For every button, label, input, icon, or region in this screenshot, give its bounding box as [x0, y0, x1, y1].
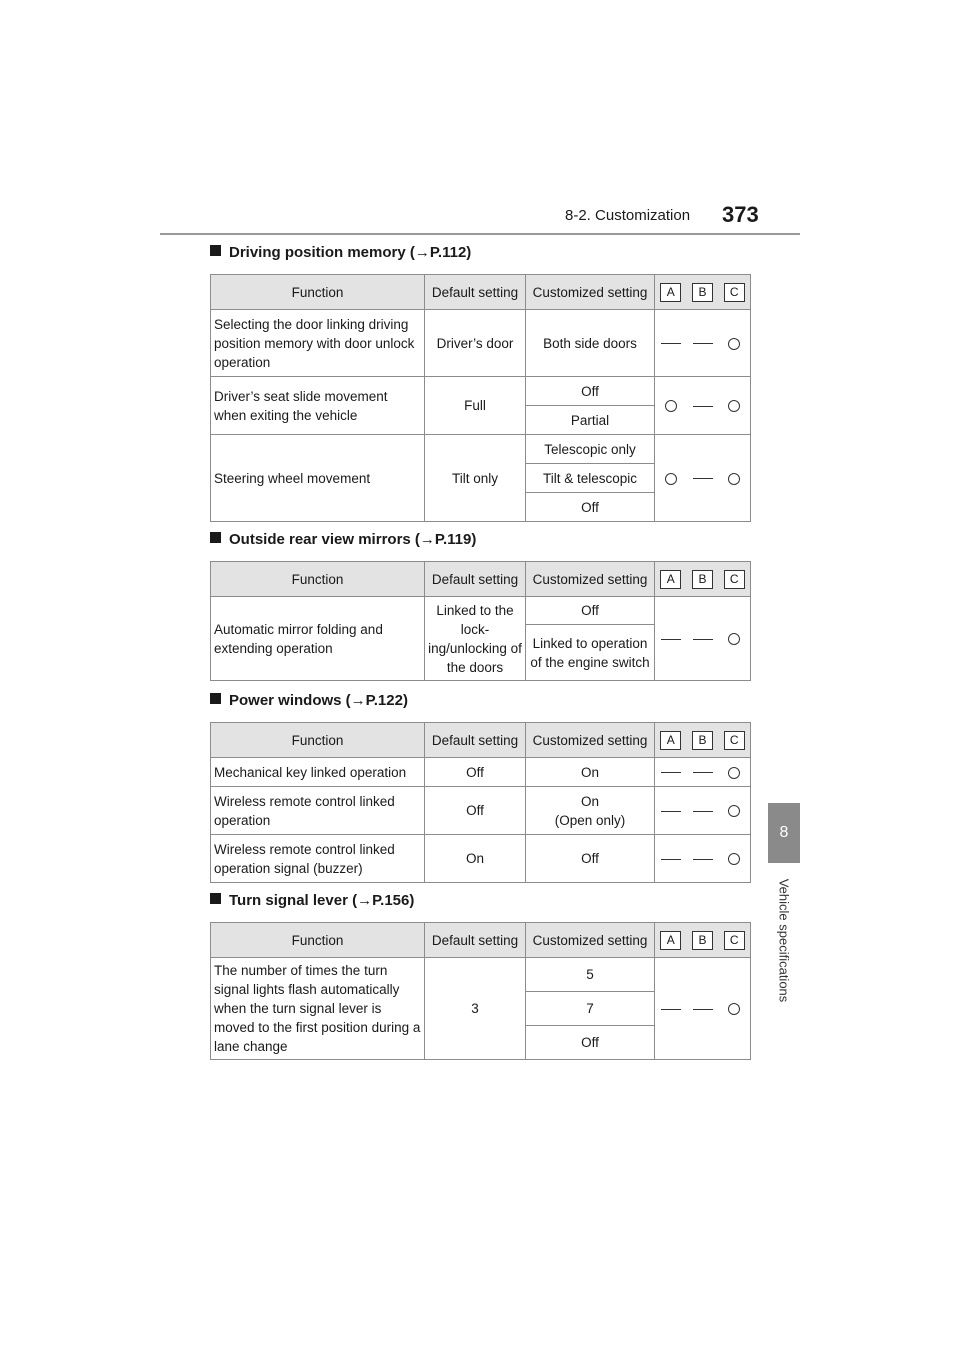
section-heading-text: Driving position memory (→P.112) — [229, 244, 472, 261]
column-header-b: B — [687, 562, 719, 597]
header-divider — [160, 233, 800, 235]
default-cell: Driver’s door — [425, 310, 526, 377]
section-heading-power-windows — [210, 692, 408, 709]
available-circle-icon — [728, 633, 740, 645]
available-circle-icon — [728, 1003, 740, 1015]
function-cell: Wireless remote control linked operation signal (buzzer) — [211, 835, 425, 883]
function-cell: Mechanical key linked operation — [211, 758, 425, 787]
mark-b — [687, 787, 719, 835]
custom-cell: Partial — [526, 406, 655, 435]
table-header-row — [211, 275, 751, 310]
custom-cell: On — [526, 758, 655, 787]
column-header-default: Default setting — [425, 923, 526, 958]
column-header-custom: Customized setting — [526, 275, 655, 310]
column-header-custom: Customized setting — [526, 562, 655, 597]
column-header-a: A — [655, 923, 687, 958]
available-circle-icon — [728, 338, 740, 350]
not-available-dash-icon — [693, 1009, 713, 1010]
available-circle-icon — [728, 400, 740, 412]
function-cell: Selecting the door linking driving position memory with door unlock operation — [211, 310, 425, 377]
table-header-row — [211, 562, 751, 597]
not-available-dash-icon — [661, 639, 681, 640]
default-cell: Off — [425, 758, 526, 787]
mark-b — [687, 435, 719, 522]
section-heading-text: Power windows (→P.122) — [229, 692, 408, 709]
custom-cell: On (Open only) — [526, 787, 655, 835]
table-row — [211, 758, 751, 787]
chapter-label-text: Vehicle specifications — [776, 878, 792, 1002]
available-circle-icon — [728, 767, 740, 779]
section-heading-text: Turn signal lever (→P.156) — [229, 892, 415, 909]
table-row — [211, 835, 751, 883]
function-cell: Automatic mirror folding and extending operation — [211, 597, 425, 681]
table-header-row — [211, 723, 751, 758]
column-header-b: B — [687, 275, 719, 310]
mark-b — [687, 377, 719, 435]
column-header-custom: Customized setting — [526, 923, 655, 958]
table-header-row — [211, 923, 751, 958]
table-row — [211, 787, 751, 835]
mark-a — [655, 597, 687, 681]
not-available-dash-icon — [693, 811, 713, 812]
table-row — [211, 435, 751, 464]
column-header-a: A — [655, 723, 687, 758]
custom-cell: 7 — [526, 992, 655, 1026]
table-row — [211, 958, 751, 992]
chapter-label — [765, 870, 803, 1010]
function-cell: The number of times the turn signal lights flash automatically when the turn signal lever is moved to the first position during a lane change — [211, 958, 425, 1060]
section-heading-mirrors — [210, 531, 476, 548]
custom-cell: Off — [526, 597, 655, 625]
column-header-default: Default setting — [425, 275, 526, 310]
column-header-c: C — [719, 562, 751, 597]
column-header-function: Function — [211, 275, 425, 310]
mark-a — [655, 377, 687, 435]
custom-cell: Off — [526, 493, 655, 522]
turn-signal-table — [210, 922, 751, 1060]
page-number: 373 — [722, 202, 759, 227]
custom-cell: Linked to operation of the engine switch — [526, 625, 655, 681]
section-heading-turn-signal — [210, 892, 414, 909]
not-available-dash-icon — [693, 478, 713, 479]
mark-c — [719, 597, 751, 681]
column-header-c: C — [719, 275, 751, 310]
custom-cell: Off — [526, 1026, 655, 1060]
custom-cell: Both side doors — [526, 310, 655, 377]
mark-c — [719, 435, 751, 522]
column-header-custom: Customized setting — [526, 723, 655, 758]
mirrors-table — [210, 561, 751, 681]
default-cell: Tilt only — [425, 435, 526, 522]
mark-c — [719, 787, 751, 835]
not-available-dash-icon — [693, 772, 713, 773]
available-circle-icon — [665, 473, 677, 485]
available-circle-icon — [728, 473, 740, 485]
not-available-dash-icon — [661, 859, 681, 860]
mark-b — [687, 758, 719, 787]
not-available-dash-icon — [661, 343, 681, 344]
column-header-default: Default setting — [425, 562, 526, 597]
section-heading-text: Outside rear view mirrors (→P.119) — [229, 531, 477, 548]
mark-a — [655, 310, 687, 377]
default-cell: Linked to the lock-ing/unlocking of the doors — [425, 597, 526, 681]
not-available-dash-icon — [693, 406, 713, 407]
custom-cell: Off — [526, 377, 655, 406]
column-header-c: C — [719, 723, 751, 758]
power-windows-table — [210, 722, 751, 883]
table-row — [211, 377, 751, 406]
mark-b — [687, 835, 719, 883]
not-available-dash-icon — [693, 639, 713, 640]
column-header-b: B — [687, 923, 719, 958]
column-header-function: Function — [211, 562, 425, 597]
column-header-b: B — [687, 723, 719, 758]
available-circle-icon — [665, 400, 677, 412]
square-bullet-icon — [210, 532, 221, 543]
mark-a — [655, 758, 687, 787]
default-cell: Off — [425, 787, 526, 835]
mark-a — [655, 835, 687, 883]
mark-b — [687, 958, 719, 1060]
not-available-dash-icon — [661, 772, 681, 773]
mark-b — [687, 310, 719, 377]
not-available-dash-icon — [661, 1009, 681, 1010]
mark-c — [719, 310, 751, 377]
function-cell: Driver’s seat slide movement when exiting the vehicle — [211, 377, 425, 435]
column-header-c: C — [719, 923, 751, 958]
custom-cell: Tilt & telescopic — [526, 464, 655, 493]
mark-b — [687, 597, 719, 681]
default-cell: On — [425, 835, 526, 883]
function-cell: Steering wheel movement — [211, 435, 425, 522]
section-title: 8-2. Customization — [565, 207, 691, 224]
square-bullet-icon — [210, 693, 221, 704]
mark-c — [719, 377, 751, 435]
square-bullet-icon — [210, 245, 221, 256]
custom-cell: 5 — [526, 958, 655, 992]
table-row — [211, 597, 751, 625]
table-row — [211, 310, 751, 377]
chapter-tab[interactable]: 8 — [768, 803, 800, 863]
column-header-default: Default setting — [425, 723, 526, 758]
default-cell: Full — [425, 377, 526, 435]
available-circle-icon — [728, 805, 740, 817]
not-available-dash-icon — [693, 343, 713, 344]
mark-c — [719, 958, 751, 1060]
mark-a — [655, 435, 687, 522]
column-header-function: Function — [211, 723, 425, 758]
function-cell: Wireless remote control linked operation — [211, 787, 425, 835]
not-available-dash-icon — [693, 859, 713, 860]
custom-cell: Telescopic only — [526, 435, 655, 464]
mark-a — [655, 787, 687, 835]
not-available-dash-icon — [661, 811, 681, 812]
section-heading-driving-position — [210, 244, 471, 261]
default-cell: 3 — [425, 958, 526, 1060]
mark-a — [655, 958, 687, 1060]
column-header-function: Function — [211, 923, 425, 958]
mark-c — [719, 835, 751, 883]
custom-cell: Off — [526, 835, 655, 883]
available-circle-icon — [728, 853, 740, 865]
column-header-a: A — [655, 562, 687, 597]
column-header-a: A — [655, 275, 687, 310]
mark-c — [719, 758, 751, 787]
driving-position-table — [210, 274, 751, 522]
square-bullet-icon — [210, 893, 221, 904]
